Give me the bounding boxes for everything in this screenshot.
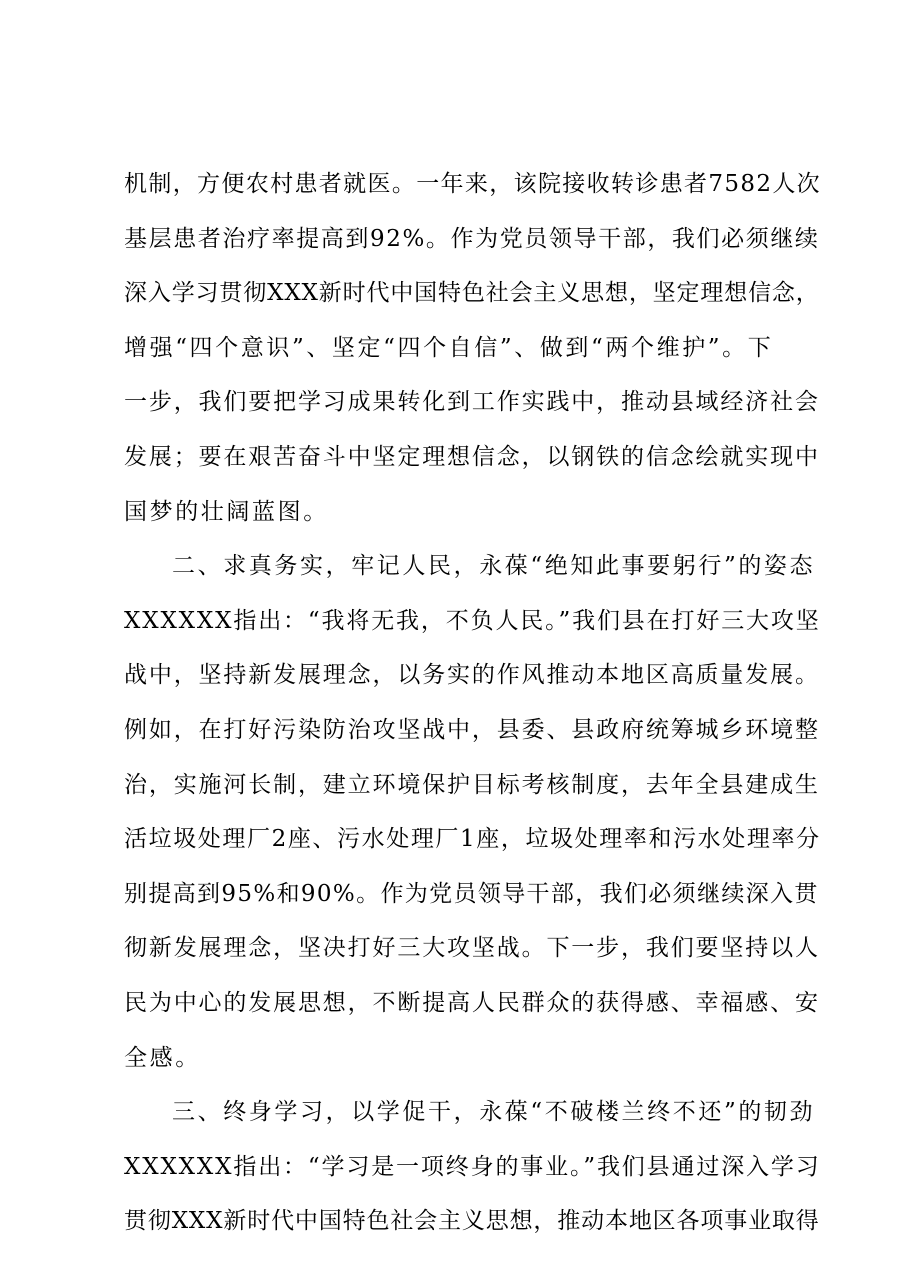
- body-text: [124, 157, 824, 1249]
- text-line: 深入学习贯彻XXX新时代中国特色社会主义思想，坚定理想信念，: [124, 280, 820, 307]
- text-line: 机制，方便农村患者就医。一年来，该院接收转诊患者7582人次: [124, 171, 822, 197]
- text-line: 一步，我们要把学习成果转化到工作实践中，推动县域经济社会: [124, 389, 820, 416]
- text-line: 治，实施河长制，建立环境保护目标考核制度，去年全县建成生: [124, 771, 820, 798]
- section-heading-line: 三、终身学习，以学促干，永葆“不破楼兰终不还”的韧劲: [172, 1099, 816, 1126]
- text-line: 例如，在打好污染防治攻坚战中，县委、县政府统筹城乡环境整: [124, 716, 820, 743]
- section-heading-line: 二、求真务实，牢记人民，永葆“绝知此事要躬行”的姿态: [172, 553, 816, 580]
- text-line: 彻新发展理念，坚决打好三大攻坚战。下一步，我们要坚持以人: [124, 935, 820, 962]
- text-line: 活垃圾处理厂2座、污水处理厂1座，垃圾处理率和污水处理率分: [124, 826, 821, 853]
- text-line: 基层患者治疗率提高到92%。作为党员领导干部，我们必须继续: [124, 225, 820, 252]
- text-line: 别提高到95%和90%。作为党员领导干部，我们必须继续深入贯: [124, 880, 819, 907]
- text-line: 贯彻XXX新时代中国特色社会主义思想，推动本地区各项事业取得: [124, 1208, 820, 1235]
- text-line: XXXXXX指出：“学习是一项终身的事业。”我们县通过深入学习: [124, 1153, 821, 1180]
- text-line: XXXXXX指出：“我将无我，不负人民。”我们县在打好三大攻坚: [124, 607, 821, 634]
- text-line: 民为中心的发展思想，不断提高人民群众的获得感、幸福感、安: [124, 989, 820, 1016]
- text-line: 发展；要在艰苦奋斗中坚定理想信念，以钢铁的信念绘就实现中: [124, 443, 820, 470]
- text-line: 战中，坚持新发展理念，以务实的作风推动本地区高质量发展。: [124, 662, 820, 689]
- text-line: 增强“四个意识”、坚定“四个自信”、做到“两个维护”。下: [124, 334, 774, 361]
- text-line: 国梦的壮阔蓝图。: [124, 498, 329, 525]
- text-line: 全感。: [124, 1044, 201, 1071]
